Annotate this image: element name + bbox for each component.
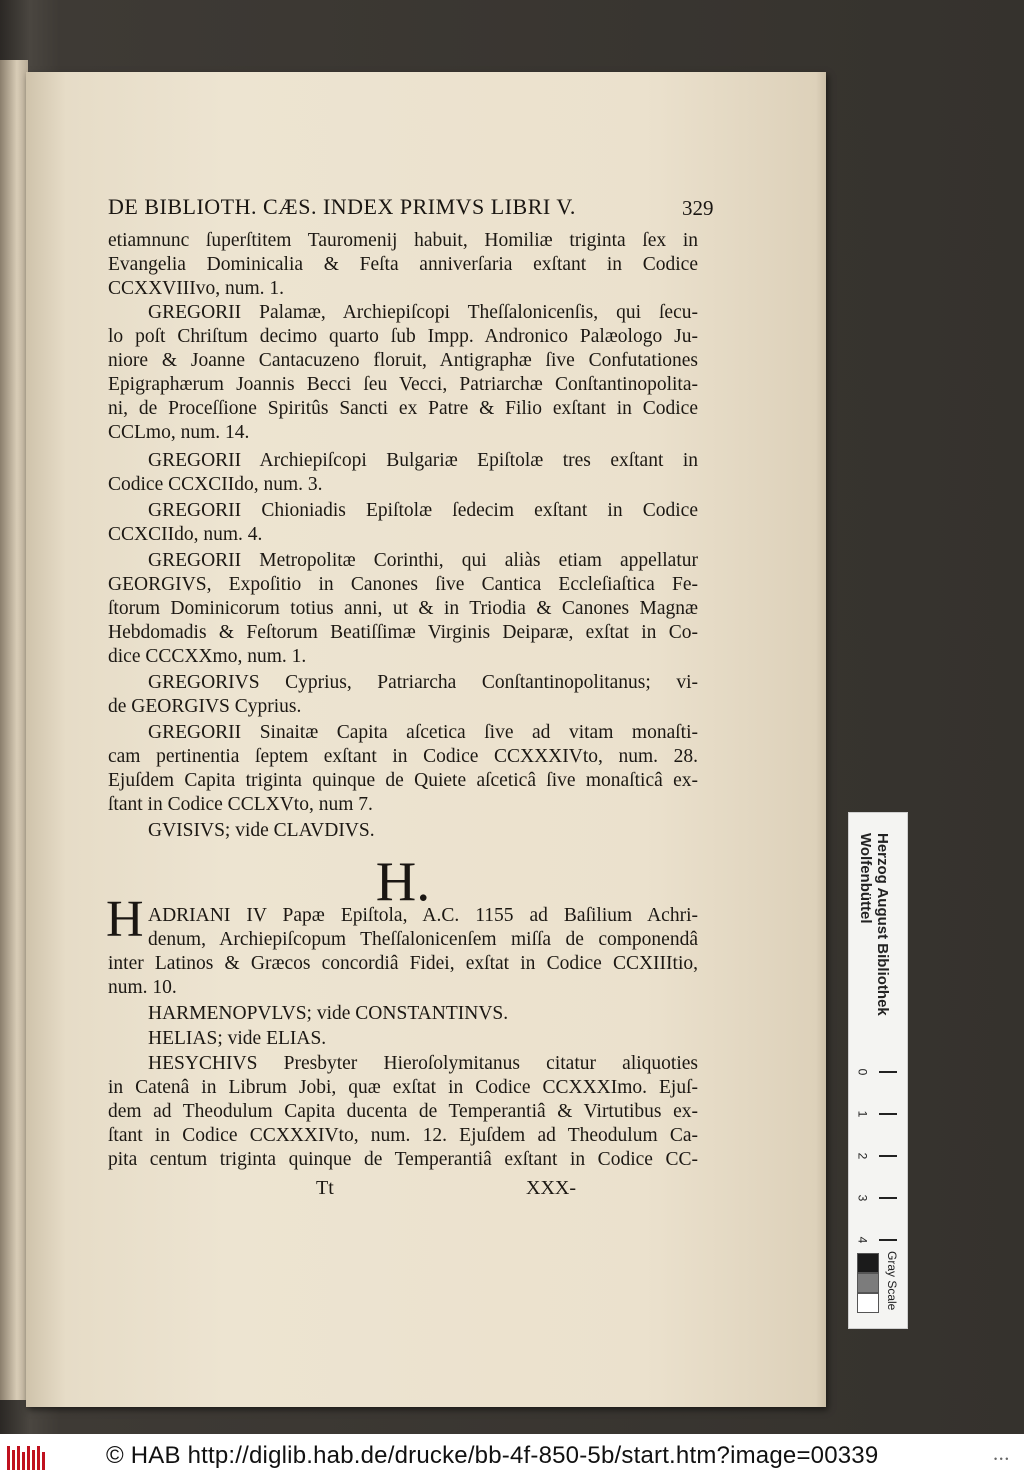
text-line: HESYCHIVS Presbyter Hieroſolymitanus citatur aliquoties [148, 1053, 698, 1074]
text-line: etiamnunc ſuperſtitem Tauromenij habuit, Homiliæ triginta ſex in [108, 230, 698, 251]
gray-patch-mid [857, 1273, 879, 1293]
page-number: 329 [682, 196, 714, 220]
catchword-signature: Tt [316, 1177, 334, 1199]
ruler-label: 3 [855, 1194, 870, 1202]
text-line: de GEORGIVS Cyprius. [108, 696, 302, 717]
text-line: GREGORII Metropolitæ Corinthi, qui aliàs etiam appellatur [148, 550, 698, 571]
text-line: ſtorum Dominicorum totius anni, ut & in Triodia & Canones Magnæ [108, 598, 698, 619]
ruler-label: 2 [855, 1152, 870, 1160]
text-line: ADRIANI IV Papæ Epiſtola, A.C. 1155 ad Baſilium Achri- [148, 905, 698, 926]
text-line: GREGORII Palamæ, Archiepiſcopi Theſſalonicenſis, qui ſecu- [148, 302, 698, 323]
ruler-tick [879, 1239, 897, 1241]
gray-patch-light [857, 1293, 879, 1313]
footer-bar [0, 1434, 1024, 1482]
ruler-title-line1: Herzog August Bibliothek [874, 833, 891, 1016]
gray-scale-label: Gray Scale [885, 1251, 899, 1311]
text-line: GREGORII Archiepiſcopi Bulgariæ Epiſtolæ tres exſtant in [148, 450, 698, 471]
running-head: DE BIBLIOTH. CÆS. INDEX PRIMVS LIBRI V. [108, 194, 576, 219]
text-line: lo poſt Chriſtum decimo quarto ſub Impp. Andronico Palæologo Ju- [108, 326, 698, 347]
text-line: denum, Archiepiſcopum Theſſalonicenſem miſſa de componendâ [148, 929, 698, 950]
text-line: Hebdomadis & Feſtorum Beatiſſimæ Virginis Deiparæ, exſtat in Co- [108, 622, 698, 643]
left-page-edge [0, 60, 28, 1400]
text-line: niore & Joanne Cantacuzeno floruit, Antigraphæ ſive Confutationes [108, 350, 698, 371]
text-line: CCLmo, num. 14. [108, 422, 250, 443]
text-line: Codice CCXCIIdo, num. 3. [108, 474, 323, 495]
text-line: HELIAS; vide ELIAS. [148, 1028, 327, 1049]
copyright-url-text: © HAB http://diglib.hab.de/drucke/bb-4f-850-5b/start.htm?image=00339 [106, 1442, 879, 1469]
ruler-label: 0 [855, 1068, 870, 1076]
ruler-tick [879, 1155, 897, 1157]
text-line: ſtant in Codice CCXXXIVto, num. 12. Ejuſdem ad Theodulum Ca- [108, 1125, 698, 1146]
text-line: inter Latinos & Græcos concordiâ Fidei, exſtat in Codice CCXIIItio, [108, 953, 698, 974]
hab-logo-icon [6, 1444, 50, 1472]
text-line: ſtant in Codice CCLXVto, num 7. [108, 794, 373, 815]
catchword: XXX- [526, 1177, 576, 1199]
text-line: dem ad Theodulum Capita ducenta de Temperantiâ & Virtutibus ex- [108, 1101, 698, 1122]
initial-letter: H [106, 891, 144, 948]
text-line: CCXCIIdo, num. 4. [108, 524, 263, 545]
ruler-tick [879, 1113, 897, 1115]
text-line: GREGORIVS Cyprius, Patriarcha Conſtantinopolitanus; vi- [148, 672, 698, 693]
ruler-label: 1 [855, 1110, 870, 1118]
color-reference-ruler [848, 812, 908, 1329]
ruler-label: 4 [855, 1236, 870, 1244]
text-line: Ejuſdem Capita triginta quinque de Quiete aſceticâ ſive monaſticâ ex- [108, 770, 698, 791]
text-line: Evangelia Dominicalia & Feſta anniverſaria exſtant in Codice [108, 254, 698, 275]
ruler-title [857, 833, 891, 1016]
text-line: cam pertinentia ſeptem exſtant in Codice CCXXXIVto, num. 28. [108, 746, 698, 767]
gray-patch-dark [857, 1253, 879, 1273]
text-line: GREGORII Sinaitæ Capita aſcetica ſive ad vitam monaſti- [148, 722, 698, 743]
gray-scale-patches [857, 1253, 879, 1313]
footer-ornament: • • • [994, 1454, 1009, 1464]
text-line: CCXXVIIIvo, num. 1. [108, 278, 285, 299]
text-line: GEORGIVS, Expoſitio in Canones ſive Cantica Eccleſiaſtica Fe- [108, 574, 698, 595]
text-line: HARMENOPVLVS; vide CONSTANTINVS. [148, 1003, 509, 1024]
text-line: pita centum triginta quinque de Temperantiâ exſtant in Codice CC- [108, 1149, 698, 1170]
text-line: in Catenâ in Librum Jobi, quæ exſtat in Codice CCXXXImo. Ejuſ- [108, 1077, 698, 1098]
ruler-title-line2: Wolfenbüttel [857, 833, 874, 924]
book-page [26, 72, 826, 1407]
text-line: dice CCCXXmo, num. 1. [108, 646, 307, 667]
text-line: GVISIVS; vide CLAVDIVS. [148, 820, 375, 841]
text-line: GREGORII Chioniadis Epiſtolæ ſedecim exſtant in Codice [148, 500, 698, 521]
text-line: num. 10. [108, 977, 177, 998]
text-line: Epigraphærum Joannis Becci ſeu Vecci, Patriarchæ Conſtantinopolita- [108, 374, 698, 395]
ruler-tick [879, 1197, 897, 1199]
section-letter: H. [375, 851, 431, 913]
ruler-tick [879, 1071, 897, 1073]
text-line: ni, de Proceſſione Spiritûs Sancti ex Patre & Filio exſtant in Codice [108, 398, 698, 419]
